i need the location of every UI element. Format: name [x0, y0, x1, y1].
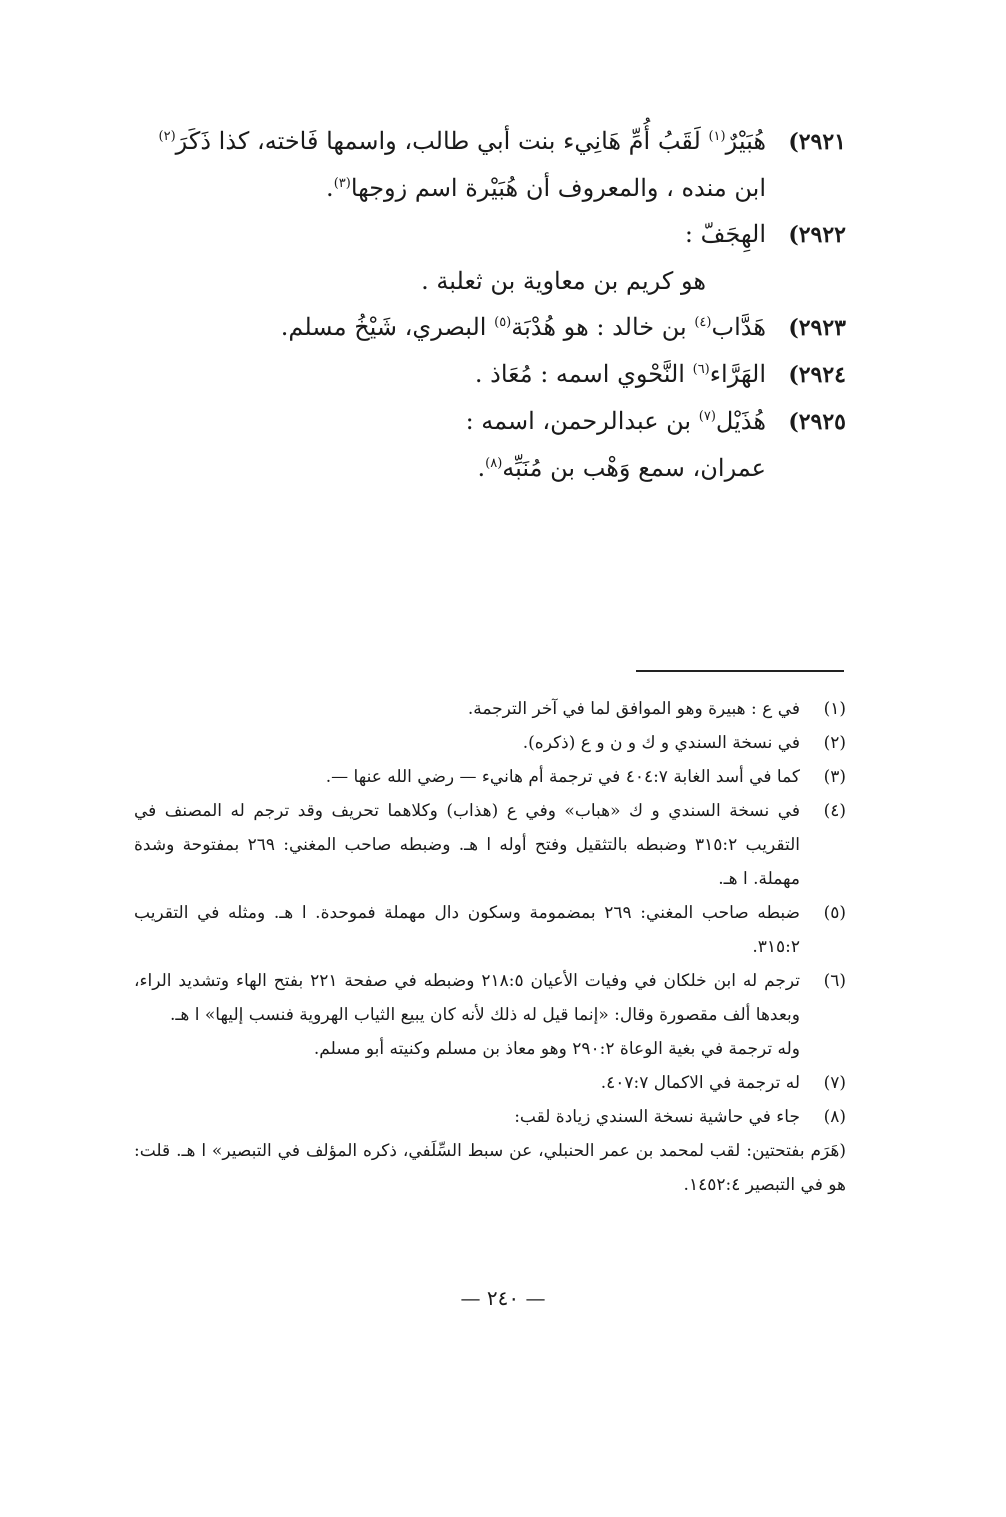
entry-text: الهَرَّاء$^{(٦)}$ النَّحْوي اسمه : مُعَاذ . — [474, 360, 766, 388]
footnote-text: في نسخة السندي و ك و ن و ع (ذكره). — [522, 733, 800, 753]
entry-number: ٢٩٢٢) — [788, 222, 846, 248]
footnote-text: في نسخة السندي و ك «هباب» وفي ع (هذاب) وكلاهما تحريف وقد ترجم له المصنف في التقريب ٣١٥:٢ وضبطه بالتثقيل وفتح أوله ا هـ. وضبطه صاحب المغني: ٢٦٩ بمفتوحة وشدة مهملة. ا هـ. — [134, 801, 800, 889]
footnote-text: ترجم له ابن خلكان في وفيات الأعيان ٢١٨:٥ وضبطه في صفحة ٢٢١ بفتح الهاء وتشديد الراء، وبعدها ألف مقصورة وقال: «إنما قيل له ذلك لأنه كان يبيع الثياب الهروية فنسب إليها» ا هـ. — [134, 971, 800, 1025]
footnote-marker: (١) — [708, 129, 726, 144]
entry-2921 — [126, 118, 846, 165]
entry-text: الهِجَفّ : — [684, 220, 766, 248]
footnote-number: (٣) — [823, 767, 846, 787]
entry-text: هُذَيْل$^{(٧)}$ بن عبدالرحمن، اسمه : — [465, 407, 766, 435]
entry-number: ٢٩٢١) — [788, 129, 846, 155]
footnote-marker: (٨) — [485, 456, 503, 471]
footnote-3 — [134, 760, 846, 794]
footnote-1 — [134, 692, 846, 726]
footnote-marker: (٦) — [692, 362, 710, 377]
footnote-text: جاء في حاشية نسخة السندي زيادة لقب: — [514, 1107, 800, 1127]
footnote-number: (٧) — [823, 1073, 846, 1093]
entry-2922-continuation: هو كريم بن معاوية بن ثعلبة . — [421, 267, 706, 295]
footnote-text: له ترجمة في الاكمال ٤٠٧:٧. — [600, 1073, 800, 1093]
footnote-number: (٦) — [823, 971, 846, 991]
entry-2924 — [126, 351, 846, 398]
footnote-text: في ع : هبيرة وهو الموافق لما في آخر الترجمة. — [467, 699, 800, 719]
footnote-marker: (٣) — [333, 176, 351, 191]
main-text — [126, 118, 846, 491]
footnote-text: كما في أسد الغابة ٤٠٤:٧ في ترجمة أم هانيء — رضي الله عنها —. — [325, 767, 800, 787]
footnote-marker: (٥) — [494, 315, 512, 330]
footnote-text: ضبطه صاحب المغني: ٢٦٩ بمضمومة وسكون دال مهملة فموحدة. ا هـ. ومثله في التقريب ٣١٥:٢. — [134, 903, 800, 957]
footnote-number: (٤) — [823, 801, 846, 821]
footnote-4 — [134, 794, 846, 896]
entry-2925 — [126, 398, 846, 445]
footnote-marker: (٤) — [694, 315, 712, 330]
footnote-number: (٨) — [823, 1107, 846, 1127]
entry-2921-continuation: ابن منده ، والمعروف أن هُبَيْرة اسم زوجها$^{(٣)}$. — [326, 174, 766, 202]
entry-2922 — [126, 211, 846, 258]
footnotes — [134, 692, 846, 1202]
entry-text: هَدَّاب$^{(٤)}$ بن خالد : هو هُدْبَة$^{(٥)}$ البصري، شَيْخُ مسلم. — [280, 313, 766, 341]
footnote-5 — [134, 896, 846, 964]
footnote-8 — [134, 1100, 846, 1134]
footnote-2 — [134, 726, 846, 760]
entry-number: ٢٩٢٣) — [788, 315, 846, 341]
footnote-marker: (٢) — [158, 129, 176, 144]
entry-number: ٢٩٢٤) — [788, 362, 846, 388]
footnote-number: (٥) — [823, 903, 846, 923]
footnote-6-extra: وله ترجمة في بغية الوعاة ٢٩٠:٢ وهو معاذ بن مسلم وكنيته أبو مسلم. — [313, 1039, 800, 1059]
footnote-separator — [636, 670, 844, 672]
footnote-marker: (٧) — [698, 409, 716, 424]
page-number: — ٢٤٠ — — [460, 1286, 546, 1310]
entry-2925-continuation: عمران، سمع وَهْب بن مُنَبِّه$^{(٨)}$. — [477, 454, 766, 482]
footnote-number: (٢) — [823, 733, 846, 753]
entry-text: هُبَيْرٌ$^{(١)}$ لَقَبُ أُمِّ هَانِيء بنت أبي طالب، واسمها فَاخته، كذا ذَكَرَ$^{(٢)}$ — [158, 127, 766, 155]
entry-number: ٢٩٢٥) — [788, 409, 846, 435]
footnote-number: (١) — [823, 699, 846, 719]
footnote-6 — [134, 964, 846, 1032]
entry-2923 — [126, 304, 846, 351]
footnote-8-quote: (هَرَم بفتحتين: لقب لمحمد بن عمر الحنبلي، عن سبط السِّلَفي، ذكره المؤلف في التبصير» ا هـ. قلت: هو في التبصير ١٤٥٢:٤. — [134, 1141, 846, 1195]
footnote-7 — [134, 1066, 846, 1100]
